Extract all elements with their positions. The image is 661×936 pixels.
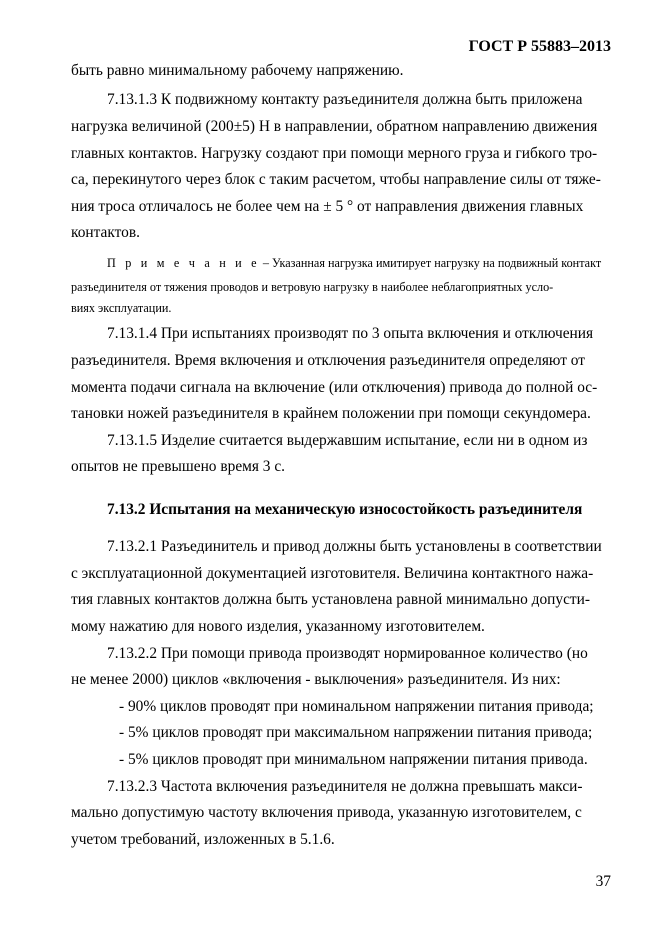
text-line: нагрузка величиной (200±5) Н в направлении, обратном направлению движения bbox=[71, 118, 598, 135]
text-line: быть равно минимальному рабочему напряжению. bbox=[71, 62, 404, 79]
paragraph-first-line: 7.13.2.2 При помощи привода производят нормированное количество (но bbox=[107, 645, 588, 662]
text-line: мому нажатию для нового изделия, указанному изготовителем. bbox=[71, 618, 485, 635]
note-dash: – bbox=[259, 256, 272, 270]
note-first-line bbox=[107, 256, 601, 271]
text-line: учетом требований, изложенных в 5.1.6. bbox=[71, 831, 335, 848]
text-line: тановки ножей разъединителя в крайнем положении при помощи секундомера. bbox=[71, 405, 591, 422]
text-line: тия главных контактов должна быть установлена равной минимально допусти- bbox=[71, 591, 591, 608]
list-item: - 5% циклов проводят при минимальном напряжении питания привода. bbox=[119, 751, 588, 768]
list-item: - 5% циклов проводят при максимальном напряжении питания привода; bbox=[119, 724, 593, 741]
paragraph-first-line: 7.13.2.1 Разъединитель и привод должны быть установлены в соответствии bbox=[107, 538, 602, 555]
text-line: контактов. bbox=[71, 224, 140, 241]
text-line: опытов не превышено время 3 с. bbox=[71, 458, 286, 475]
note-label: П р и м е ч а н и е bbox=[107, 256, 260, 270]
text-line: главных контактов. Нагрузку создают при помощи мерного груза и гибкого тро- bbox=[71, 145, 598, 162]
page-number: 37 bbox=[595, 873, 611, 890]
text-line: мально допустимую частоту включения привода, указанную изготовителем, с bbox=[71, 804, 582, 821]
text-line: с эксплуатационной документацией изготовителя. Величина контактного нажа- bbox=[71, 565, 594, 582]
section-heading: 7.13.2 Испытания на механическую износостойкость разъединителя bbox=[107, 501, 583, 518]
list-item: - 90% циклов проводят при номинальном напряжении питания привода; bbox=[119, 698, 594, 715]
text-line: не менее 2000) циклов «включения - выключения» разъединителя. Из них: bbox=[71, 671, 561, 688]
note-text: Указанная нагрузка имитирует нагрузку на подвижный контакт bbox=[271, 256, 602, 270]
paragraph-first-line: 7.13.1.5 Изделие считается выдержавшим испытание, если ни в одном из bbox=[107, 432, 588, 449]
standard-id: ГОСТ Р 55883–2013 bbox=[468, 38, 611, 55]
text-line: ния троса отличалось не более чем на ± 5 ° от направления движения главных bbox=[71, 198, 584, 215]
paragraph-first-line: 7.13.1.4 При испытаниях производят по 3 опыта включения и отключения bbox=[107, 325, 594, 342]
text-line: са, перекинутого через блок с таким расчетом, чтобы направление силы от тяже- bbox=[71, 171, 601, 188]
paragraph-first-line: 7.13.2.3 Частота включения разъединителя не должна превышать макси- bbox=[107, 778, 583, 795]
text-line: разъединителя. Время включения и отключения разъединителя определяют от bbox=[71, 352, 585, 369]
text-line: момента подачи сигнала на включение (или отключения) привода до полной ос- bbox=[71, 379, 598, 396]
note-line: разъединителя от тяжения проводов и ветровую нагрузку в наиболее неблагоприятных усло- bbox=[71, 280, 554, 294]
paragraph-first-line: 7.13.1.3 К подвижному контакту разъединителя должна быть приложена bbox=[107, 91, 583, 108]
note-line: виях эксплуатации. bbox=[71, 301, 172, 315]
